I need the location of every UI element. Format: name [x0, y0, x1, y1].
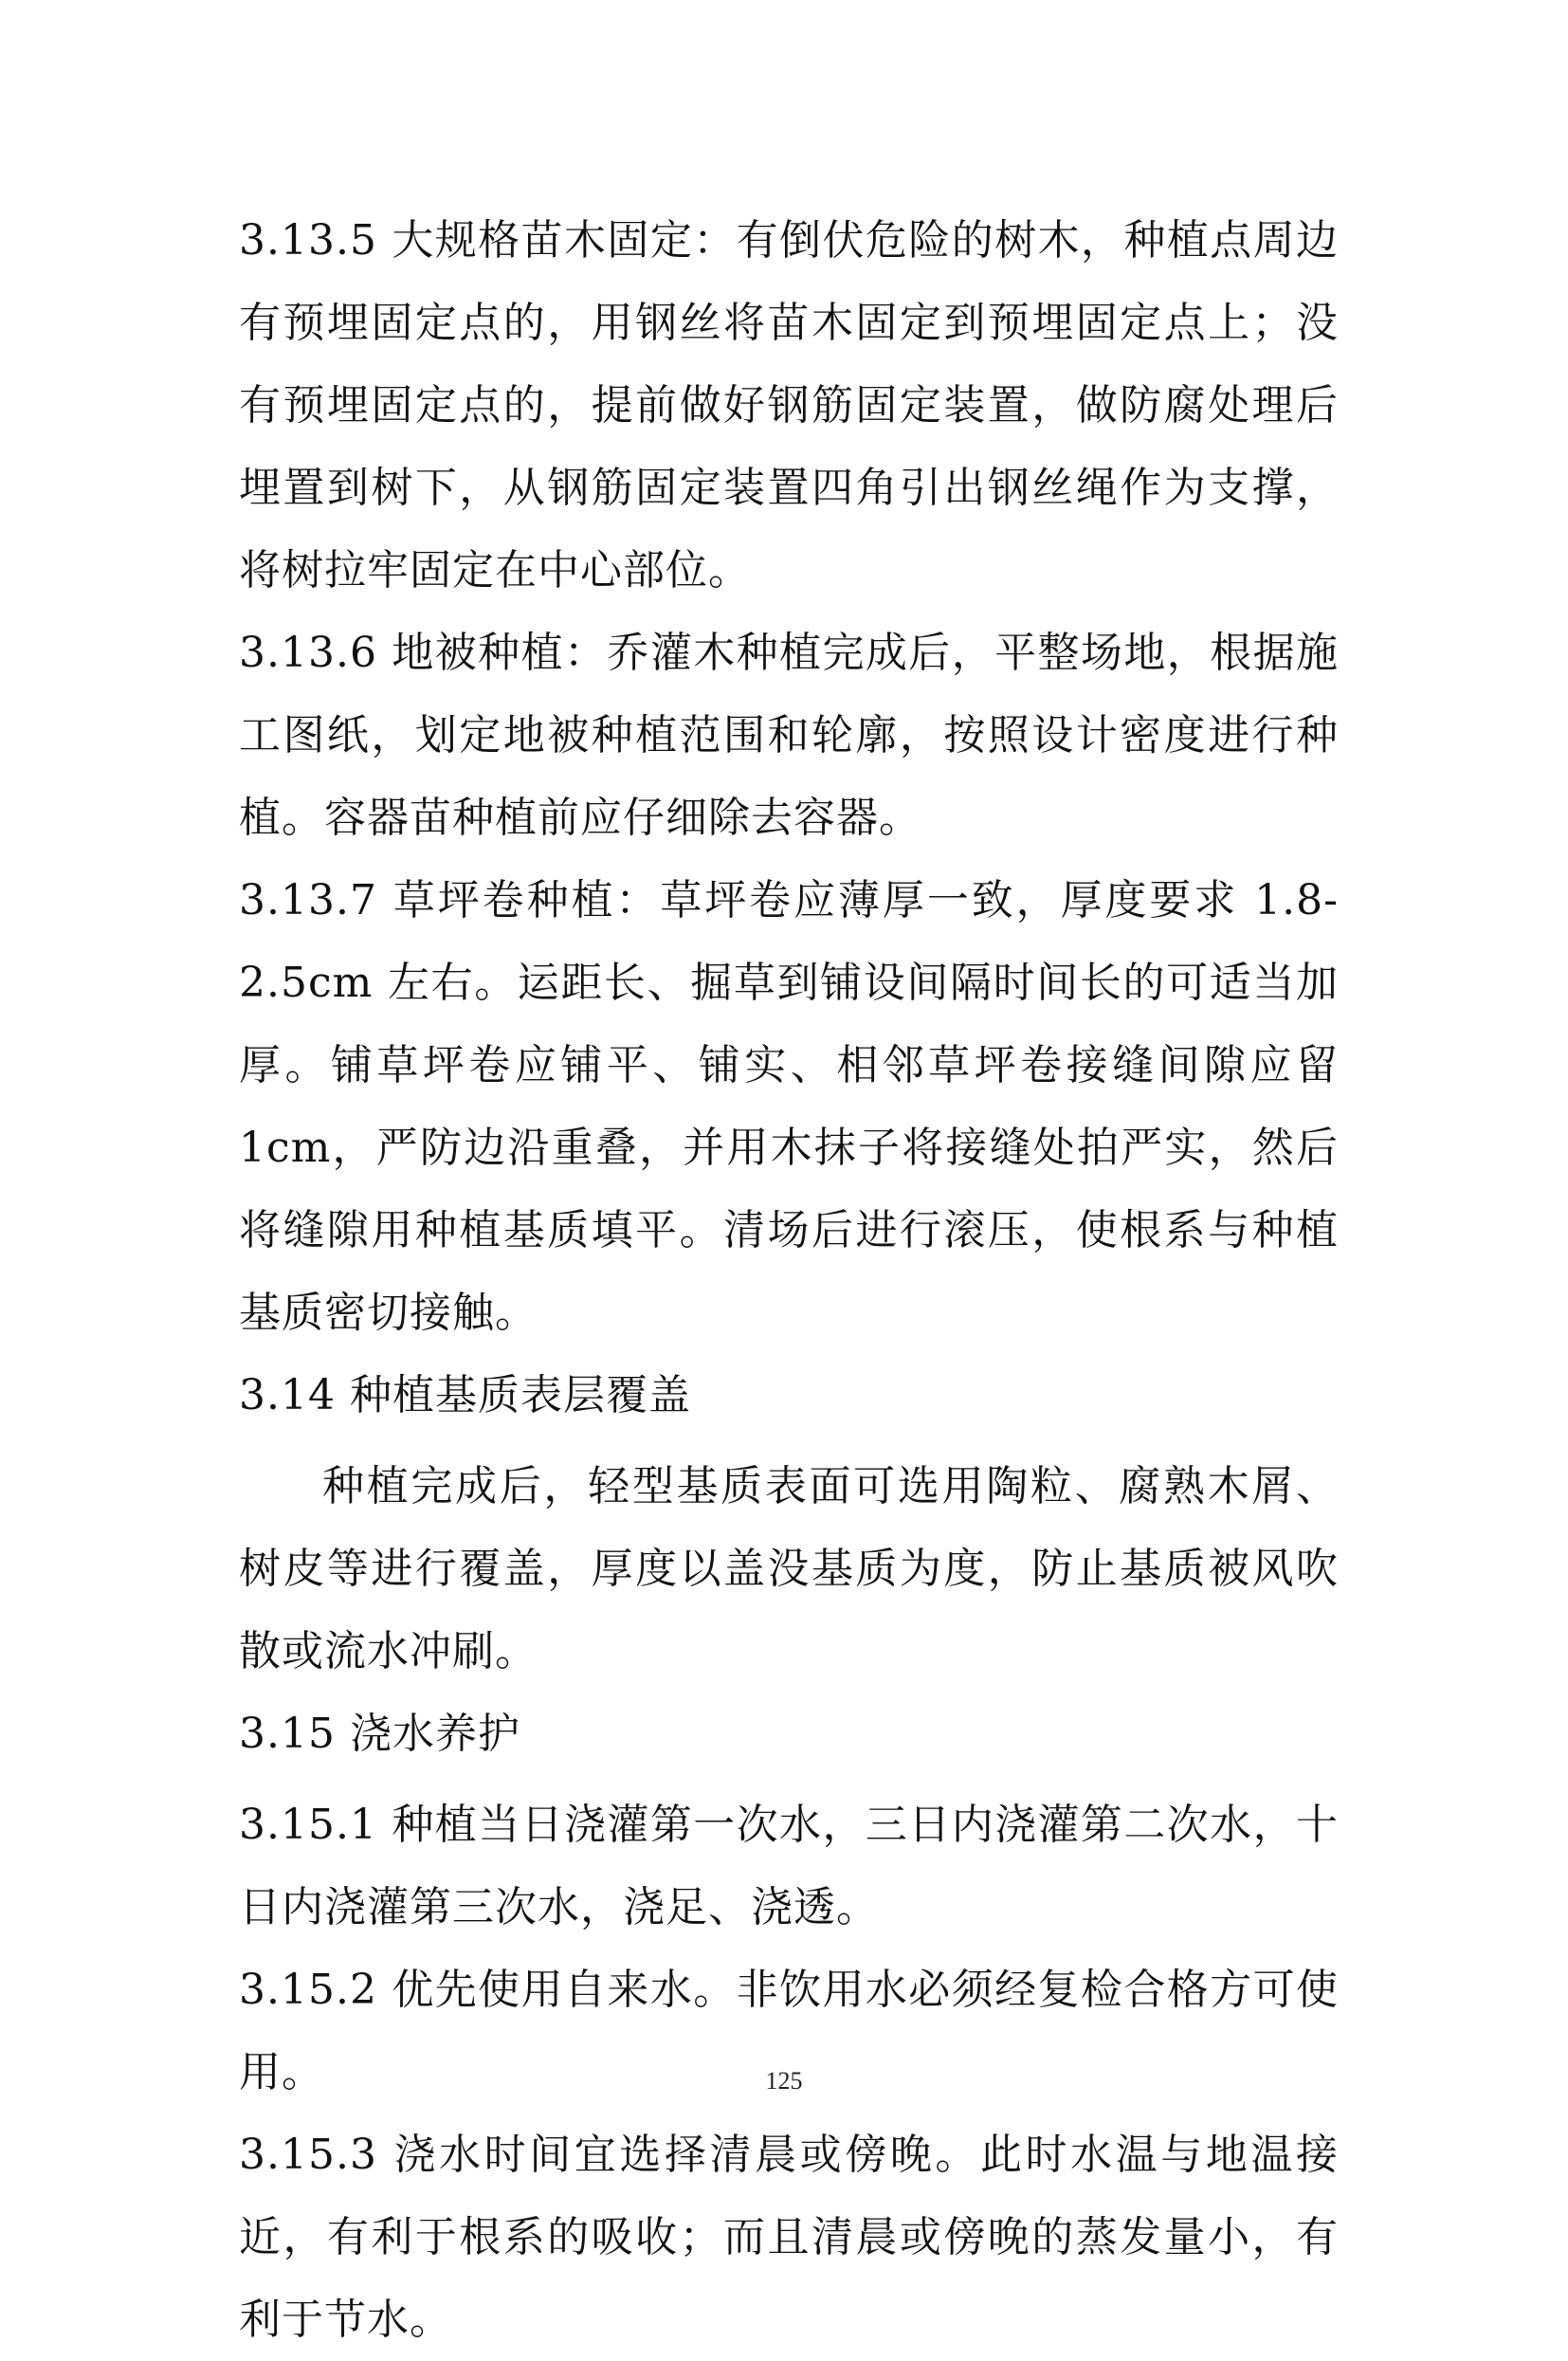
- section-heading-3-15: 3.15 浇水养护: [239, 1710, 520, 1758]
- paragraph-3-15-3: 3.15.3 浇水时间宜选择清晨或傍晚。此时水温与地温接近，有利于根系的吸收；而且清晨或傍晚的蒸发量小，有利于节水。: [239, 2131, 1339, 2344]
- paragraph-3-14: 种植完成后，轻型基质表面可选用陶粒、腐熟木屑、树皮等进行覆盖，厚度以盖没基质为度，防止基质被风吹散或流水冲刷。: [239, 1462, 1339, 1675]
- paragraph-3-13-5: 3.13.5 大规格苗木固定：有倒伏危险的树木，种植点周边有预埋固定点的，用钢丝将苗木固定到预埋固定点上；没有预埋固定点的，提前做好钢筋固定装置，做防腐处理后埋置到树下，从钢筋固定装置四角引出钢丝绳作为支撑，将树拉牢固定在中心部位。: [239, 216, 1339, 595]
- body-text: [239, 199, 1339, 2361]
- section-heading-3-14: 3.14 种植基质表层覆盖: [239, 1371, 691, 1419]
- paragraph-3-15-2: 3.15.2 优先使用自来水。非饮用水必须经复检合格方可使用。: [239, 1966, 1339, 2096]
- page-number: 125: [765, 2067, 803, 2095]
- paragraph-3-13-7: 3.13.7 草坪卷种植：草坪卷应薄厚一致，厚度要求 1.8-2.5cm 左右。运距长、掘草到铺设间隔时间长的可适当加厚。铺草坪卷应铺平、铺实、相邻草坪卷接缝间隙应留 1cm，严防边沿重叠，并用木抹子将接缝处拍严实，然后将缝隙用种植基质填平。清场后进行滚压，使根系与种植基质密切接触。: [239, 876, 1339, 1337]
- paragraph-3-13-6: 3.13.6 地被种植：乔灌木种植完成后，平整场地，根据施工图纸，划定地被种植范围和轮廓，按照设计密度进行种植。容器苗种植前应仔细除去容器。: [239, 629, 1339, 842]
- paragraph-3-15-1: 3.15.1 种植当日浇灌第一次水，三日内浇灌第二次水，十日内浇灌第三次水，浇足、浇透。: [239, 1801, 1339, 1931]
